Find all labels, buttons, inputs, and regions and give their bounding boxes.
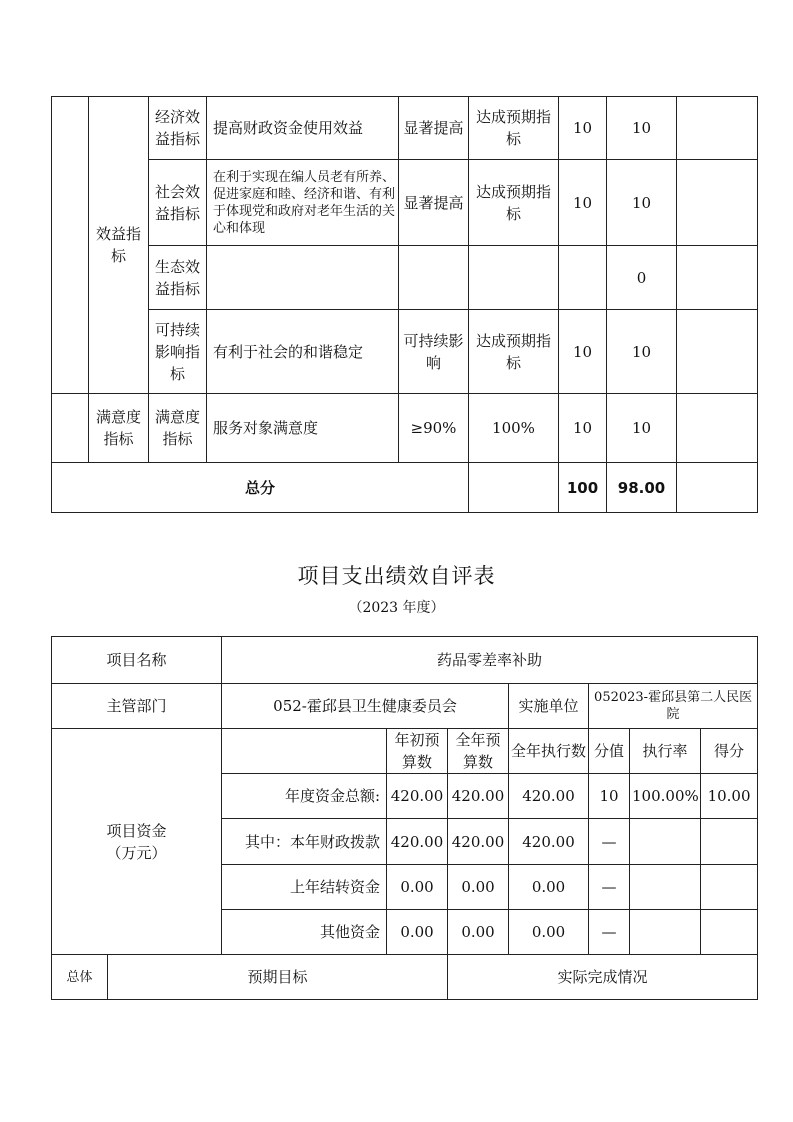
indicator-full-score: 10 [559, 97, 607, 160]
fund-rate [630, 865, 701, 910]
fund-points: — [589, 910, 630, 955]
indicator-content: 服务对象满意度 [207, 394, 399, 463]
actual-completion-header: 实际完成情况 [448, 955, 758, 1000]
table-row [52, 310, 758, 394]
fund-initial: 420.00 [387, 819, 448, 865]
fund-score [701, 910, 758, 955]
indicator-remark [677, 394, 758, 463]
year-subtitle: （2023 年度） [348, 600, 445, 616]
fund-executed: 0.00 [509, 865, 589, 910]
fund-initial: 0.00 [387, 910, 448, 955]
fund-executed: 420.00 [509, 774, 589, 819]
fund-executed: 420.00 [509, 819, 589, 865]
table-row [52, 160, 758, 246]
table-row [52, 97, 758, 160]
table-row [52, 246, 758, 310]
unit-label: 实施单位 [509, 684, 589, 729]
unit-value: 052023-霍邱县第二人民医院 [589, 684, 758, 729]
indicator-remark [677, 246, 758, 310]
fund-score: 10.00 [701, 774, 758, 819]
indicator-target: ≥90% [399, 394, 469, 463]
table-row [52, 955, 758, 1000]
indicator-full-score: 10 [559, 160, 607, 246]
table-row [52, 729, 758, 774]
fund-row-label: 其中：本年财政拨款 [222, 819, 387, 865]
fund-annual: 420.00 [448, 774, 509, 819]
indicator-actual: 达成预期指标 [469, 310, 559, 394]
table-row [52, 637, 758, 684]
col-header: 分值 [589, 729, 630, 774]
dept-label: 主管部门 [52, 684, 222, 729]
indicator-remark [677, 310, 758, 394]
col-header: 全年预算数 [448, 729, 509, 774]
fund-rate: 100.00% [630, 774, 701, 819]
indicator-full-score [559, 246, 607, 310]
blank-cell [677, 463, 758, 513]
indicator-content: 提高财政资金使用效益 [207, 97, 399, 160]
indicator-name: 生态效益指标 [149, 246, 207, 310]
indicator-remark [677, 160, 758, 246]
indicator-remark [677, 97, 758, 160]
project-name-value: 药品零差率补助 [222, 637, 758, 684]
funds-unit: （万元） [106, 843, 167, 862]
fund-row-label: 年度资金总额: [222, 774, 387, 819]
indicator-actual [469, 246, 559, 310]
indicator-content: 有利于社会的和谐稳定 [207, 310, 399, 394]
group-label-benefit: 效益指标 [89, 97, 149, 394]
indicator-score: 10 [607, 97, 677, 160]
indicator-content: 在利于实现在编人员老有所养、促进家庭和睦、经济和谐、有利于体现党和政府对老年生活的关心和体现 [207, 160, 399, 246]
fund-rate [630, 910, 701, 955]
indicator-score: 10 [607, 394, 677, 463]
blank-cell [52, 394, 89, 463]
indicator-full-score: 10 [559, 310, 607, 394]
indicator-actual: 达成预期指标 [469, 97, 559, 160]
table-row [52, 394, 758, 463]
fund-points: 10 [589, 774, 630, 819]
indicator-name: 经济效益指标 [149, 97, 207, 160]
fund-annual: 420.00 [448, 819, 509, 865]
fund-initial: 420.00 [387, 774, 448, 819]
indicator-content [207, 246, 399, 310]
funds-label-cell [52, 729, 222, 955]
col-header: 年初预算数 [387, 729, 448, 774]
table-row [52, 684, 758, 729]
total-label: 总分 [52, 463, 469, 513]
fund-score [701, 819, 758, 865]
page-title: 项目支出绩效自评表 [297, 564, 496, 588]
total-score: 98.00 [607, 463, 677, 513]
indicator-full-score: 10 [559, 394, 607, 463]
indicator-target: 可持续影响 [399, 310, 469, 394]
project-expenditure-table [51, 636, 758, 1000]
fund-rate [630, 819, 701, 865]
col-header: 全年执行数 [509, 729, 589, 774]
blank-cell [52, 97, 89, 394]
fund-points: — [589, 819, 630, 865]
total-row [52, 463, 758, 513]
fund-executed: 0.00 [509, 910, 589, 955]
fund-row-label: 其他资金 [222, 910, 387, 955]
fund-annual: 0.00 [448, 910, 509, 955]
total-full-score: 100 [559, 463, 607, 513]
fund-points: — [589, 865, 630, 910]
indicator-score: 0 [607, 246, 677, 310]
indicator-name: 满意度指标 [149, 394, 207, 463]
blank-cell [469, 463, 559, 513]
indicator-name: 社会效益指标 [149, 160, 207, 246]
indicator-score: 10 [607, 310, 677, 394]
fund-annual: 0.00 [448, 865, 509, 910]
indicator-actual: 100% [469, 394, 559, 463]
expected-goal-header: 预期目标 [108, 955, 448, 1000]
fund-initial: 0.00 [387, 865, 448, 910]
project-name-label: 项目名称 [52, 637, 222, 684]
funds-label: 项目资金 [106, 821, 167, 840]
indicator-target [399, 246, 469, 310]
indicator-target: 显著提高 [399, 97, 469, 160]
indicator-target: 显著提高 [399, 160, 469, 246]
blank-cell [222, 729, 387, 774]
fund-score [701, 865, 758, 910]
dept-value: 052-霍邱县卫生健康委员会 [222, 684, 509, 729]
group-label-satisfaction: 满意度指标 [89, 394, 149, 463]
col-header: 得分 [701, 729, 758, 774]
performance-indicator-table [51, 96, 758, 513]
col-header: 执行率 [630, 729, 701, 774]
indicator-actual: 达成预期指标 [469, 160, 559, 246]
indicator-name: 可持续影响指标 [149, 310, 207, 394]
overall-label: 总体 [52, 955, 108, 1000]
indicator-score: 10 [607, 160, 677, 246]
fund-row-label: 上年结转资金 [222, 865, 387, 910]
